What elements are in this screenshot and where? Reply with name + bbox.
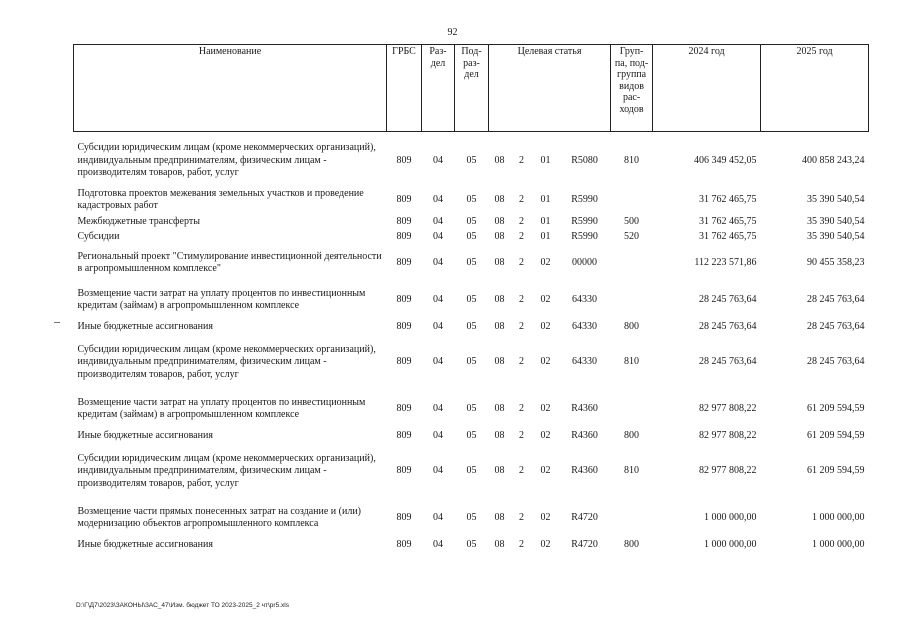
row-razdel: 04 — [433, 256, 443, 268]
row-target-program: 08 — [494, 193, 505, 205]
table-header — [74, 45, 869, 132]
row-target-program: 08 — [494, 539, 505, 551]
row-target-program: 08 — [494, 230, 505, 242]
row-name: Возмещение части прямых понесенных затрат на создание и (или) модернизацию объектов агропромышленного комплекса — [77, 505, 362, 529]
row-target-code: R4360 — [571, 430, 598, 442]
row-grbs: 809 — [396, 193, 412, 205]
row-target-subprogram: 2 — [519, 465, 524, 477]
row-target-program: 08 — [494, 256, 505, 268]
row-grbs: 809 — [396, 465, 412, 477]
row-amount-2024: 28 245 763,64 — [699, 293, 757, 305]
row-amount-2025: 61 209 594,59 — [807, 402, 865, 414]
budget-table — [73, 44, 869, 554]
row-target-program: 08 — [494, 215, 505, 227]
row-target-code: 00000 — [572, 256, 598, 268]
row-target-subprogram: 2 — [519, 539, 524, 551]
col-header-razdel: Раз- дел — [422, 45, 455, 132]
row-target-subprogram: 2 — [519, 293, 524, 305]
row-name: Субсидии юридическим лицам (кроме некоммерческих организаций), индивидуальным предпринимателям, физическим лицам - производителям товаров, работ, услуг — [77, 343, 376, 380]
row-target-event: 01 — [540, 154, 551, 166]
table-row — [74, 445, 869, 496]
row-grbs: 809 — [396, 539, 412, 551]
table-row — [74, 320, 869, 336]
row-amount-2024: 31 762 465,75 — [699, 230, 757, 242]
row-razdel: 04 — [433, 511, 443, 523]
row-amount-2025: 35 390 540,54 — [807, 215, 865, 227]
row-grbs: 809 — [396, 321, 412, 333]
row-target-code: R5990 — [571, 230, 598, 242]
row-expense-type — [611, 496, 653, 538]
row-target-code: R5990 — [571, 193, 598, 205]
row-amount-2025: 1 000 000,00 — [812, 511, 865, 523]
row-grbs: 809 — [396, 402, 412, 414]
footer-file-path: D:\Г\Д7\2023\ЗАКОНЫ\ЗАС_47\Изм. бюджет ТО 2023-2025_2 чт\pr5.xls — [76, 602, 289, 609]
row-amount-2025: 28 245 763,64 — [807, 356, 865, 368]
row-podrazdel: 05 — [466, 511, 477, 523]
row-target-code: R4720 — [571, 511, 598, 523]
row-target-code: R4360 — [571, 402, 598, 414]
row-amount-2024: 28 245 763,64 — [699, 321, 757, 333]
table-row — [74, 538, 869, 554]
row-podrazdel: 05 — [466, 293, 477, 305]
row-expense-type — [611, 278, 653, 320]
row-amount-2025: 400 858 243,24 — [802, 154, 865, 166]
table-row — [74, 183, 869, 215]
row-target-event: 01 — [540, 193, 551, 205]
row-amount-2025: 61 209 594,59 — [807, 430, 865, 442]
row-amount-2024: 82 977 808,22 — [699, 430, 757, 442]
row-amount-2024: 1 000 000,00 — [704, 539, 757, 551]
row-razdel: 04 — [433, 402, 443, 414]
table-row — [74, 230, 869, 245]
row-razdel: 04 — [433, 215, 443, 227]
row-name: Возмещение части затрат на уплату процентов по инвестиционным кредитам (займам) в агропромышленном комплексе — [77, 287, 366, 311]
row-podrazdel: 05 — [466, 321, 477, 333]
row-target-program: 08 — [494, 402, 505, 414]
row-amount-2025: 28 245 763,64 — [807, 293, 865, 305]
row-razdel: 04 — [433, 539, 443, 551]
table-row — [74, 245, 869, 278]
table-row — [74, 215, 869, 230]
row-amount-2024: 406 349 452,05 — [694, 154, 757, 166]
row-podrazdel: 05 — [466, 230, 477, 242]
row-target-event: 01 — [540, 215, 551, 227]
row-expense-type: 810 — [624, 356, 640, 368]
row-target-code: 64330 — [572, 356, 598, 368]
row-target-code: R4360 — [571, 465, 598, 477]
row-amount-2024: 31 762 465,75 — [699, 215, 757, 227]
row-razdel: 04 — [433, 321, 443, 333]
row-name: Подготовка проектов межевания земельных участков и проведение кадастровых работ — [77, 187, 364, 211]
row-expense-type — [611, 183, 653, 215]
row-target-event: 01 — [540, 230, 551, 242]
row-name: Субсидии — [77, 230, 120, 242]
row-name: Иные бюджетные ассигнования — [77, 430, 213, 442]
row-name: Возмещение части затрат на уплату процентов по инвестиционным кредитам (займам) в агропромышленном комплексе — [77, 396, 366, 420]
row-grbs: 809 — [396, 293, 412, 305]
row-target-program: 08 — [494, 356, 505, 368]
row-amount-2024: 82 977 808,22 — [699, 402, 757, 414]
table-row — [74, 336, 869, 387]
row-amount-2024: 112 223 571,86 — [694, 256, 757, 268]
row-target-event: 02 — [540, 511, 551, 523]
row-amount-2025: 35 390 540,54 — [807, 230, 865, 242]
table-row — [74, 429, 869, 445]
row-expense-type: 810 — [624, 154, 640, 166]
row-podrazdel: 05 — [466, 402, 477, 414]
row-name: Иные бюджетные ассигнования — [77, 321, 213, 333]
row-expense-type: 810 — [624, 465, 640, 477]
row-target-code: R5080 — [571, 154, 598, 166]
row-podrazdel: 05 — [466, 154, 477, 166]
col-header-grbs: ГРБС — [387, 45, 422, 132]
row-expense-type — [611, 245, 653, 278]
row-podrazdel: 05 — [466, 539, 477, 551]
row-podrazdel: 05 — [466, 215, 477, 227]
row-name: Субсидии юридическим лицам (кроме некоммерческих организаций), индивидуальным предпринимателям, физическим лицам - производителям товаров, работ, услуг — [77, 142, 376, 178]
row-target-code: 64330 — [572, 293, 598, 305]
row-name: Межбюджетные трансферты — [77, 215, 200, 227]
row-grbs: 809 — [396, 430, 412, 442]
row-amount-2025: 1 000 000,00 — [812, 539, 865, 551]
table-row — [74, 132, 869, 183]
page-number: 92 — [447, 27, 458, 38]
row-target-subprogram: 2 — [519, 230, 524, 242]
row-amount-2024: 1 000 000,00 — [704, 511, 757, 523]
row-target-subprogram: 2 — [519, 215, 524, 227]
row-expense-type: 500 — [624, 215, 640, 227]
row-target-event: 02 — [540, 256, 551, 268]
row-target-program: 08 — [494, 321, 505, 333]
row-razdel: 04 — [433, 465, 443, 477]
table-body — [74, 132, 869, 554]
table-row — [74, 278, 869, 320]
row-target-program: 08 — [494, 154, 505, 166]
row-amount-2025: 61 209 594,59 — [807, 465, 865, 477]
col-header-target: Целевая статья — [489, 45, 611, 132]
row-grbs: 809 — [396, 256, 412, 268]
row-expense-type — [611, 387, 653, 429]
row-podrazdel: 05 — [466, 356, 477, 368]
row-target-subprogram: 2 — [519, 154, 524, 166]
col-header-name: Наименование — [74, 45, 387, 132]
row-target-subprogram: 2 — [519, 321, 524, 333]
row-expense-type: 520 — [624, 230, 640, 242]
scan-mark — [54, 322, 60, 323]
row-amount-2025: 28 245 763,64 — [807, 321, 865, 333]
row-amount-2024: 31 762 465,75 — [699, 193, 757, 205]
row-amount-2025: 35 390 540,54 — [807, 193, 865, 205]
row-grbs: 809 — [396, 230, 412, 242]
row-razdel: 04 — [433, 193, 443, 205]
row-target-event: 02 — [540, 430, 551, 442]
col-header-2025: 2025 год — [761, 45, 869, 132]
row-grbs: 809 — [396, 215, 412, 227]
row-target-event: 02 — [540, 293, 551, 305]
col-header-group: Груп- па, под- группа видов рас- ходов — [611, 45, 653, 132]
row-target-subprogram: 2 — [519, 256, 524, 268]
row-target-event: 02 — [540, 539, 551, 551]
row-target-subprogram: 2 — [519, 402, 524, 414]
col-header-2024: 2024 год — [653, 45, 761, 132]
row-target-event: 02 — [540, 356, 551, 368]
row-razdel: 04 — [433, 154, 443, 166]
row-target-subprogram: 2 — [519, 511, 524, 523]
row-target-event: 02 — [540, 465, 551, 477]
row-podrazdel: 05 — [466, 465, 477, 477]
row-name: Региональный проект "Стимулирование инвестиционной деятельности в агропромышленном комплексе" — [77, 250, 382, 274]
row-expense-type: 800 — [624, 539, 640, 551]
table-row — [74, 496, 869, 538]
row-target-event: 02 — [540, 402, 551, 414]
row-razdel: 04 — [433, 356, 443, 368]
row-amount-2025: 90 455 358,23 — [807, 256, 865, 268]
row-grbs: 809 — [396, 356, 412, 368]
row-target-subprogram: 2 — [519, 356, 524, 368]
row-target-subprogram: 2 — [519, 193, 524, 205]
row-target-program: 08 — [494, 511, 505, 523]
row-target-program: 08 — [494, 293, 505, 305]
table-row — [74, 387, 869, 429]
row-target-code: 64330 — [572, 321, 598, 333]
row-grbs: 809 — [396, 154, 412, 166]
row-name: Субсидии юридическим лицам (кроме некоммерческих организаций), индивидуальным предпринимателям, физическим лицам - производителям товаров, работ, услуг — [77, 452, 376, 489]
row-amount-2024: 28 245 763,64 — [699, 356, 757, 368]
row-expense-type: 800 — [624, 430, 640, 442]
row-razdel: 04 — [433, 293, 443, 305]
row-target-code: R5990 — [571, 215, 598, 227]
row-target-program: 08 — [494, 465, 505, 477]
row-expense-type: 800 — [624, 321, 640, 333]
row-name: Иные бюджетные ассигнования — [77, 539, 213, 551]
row-podrazdel: 05 — [466, 256, 477, 268]
row-razdel: 04 — [433, 230, 443, 242]
row-target-event: 02 — [540, 321, 551, 333]
row-podrazdel: 05 — [466, 430, 477, 442]
row-podrazdel: 05 — [466, 193, 477, 205]
row-target-program: 08 — [494, 430, 505, 442]
row-amount-2024: 82 977 808,22 — [699, 465, 757, 477]
row-target-code: R4720 — [571, 539, 598, 551]
row-grbs: 809 — [396, 511, 412, 523]
col-header-podrazdel: Под- раз- дел — [455, 45, 489, 132]
row-razdel: 04 — [433, 430, 443, 442]
row-target-subprogram: 2 — [519, 430, 524, 442]
